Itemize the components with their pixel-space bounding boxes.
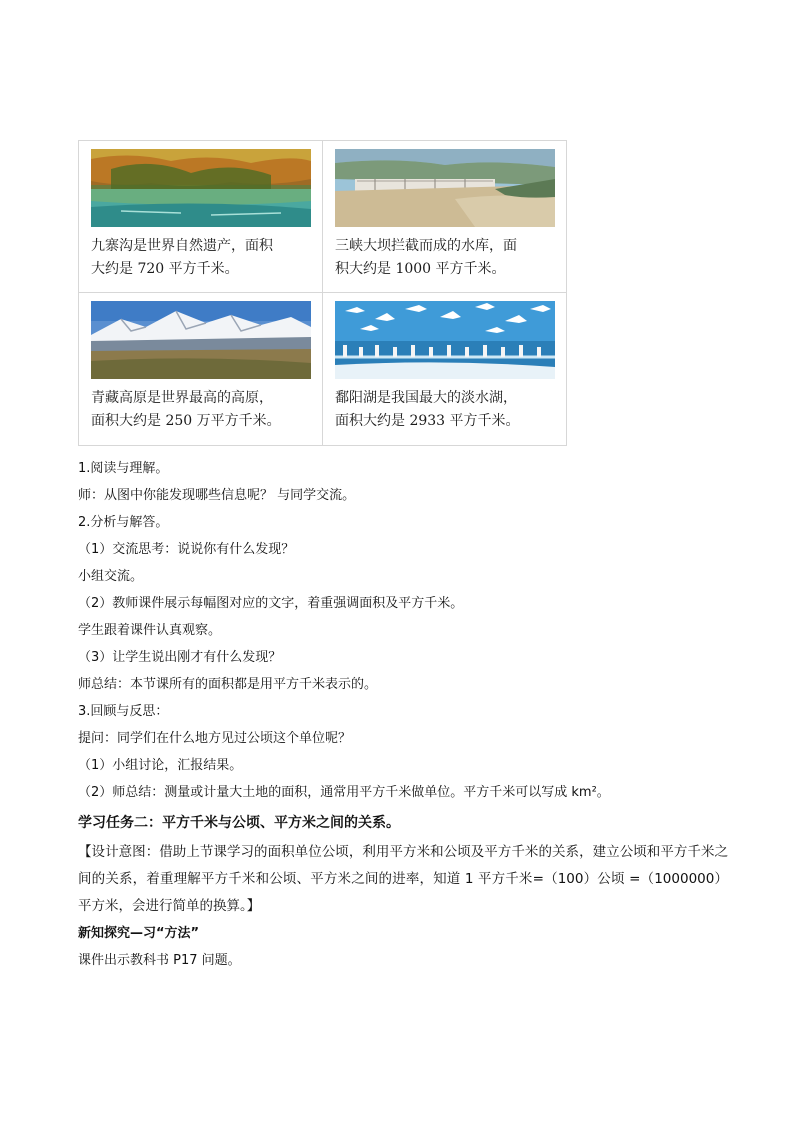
paragraph: 1.阅读与理解。 (78, 461, 169, 476)
paragraph: （3）让学生说出刚才有什么发现？ (78, 650, 282, 665)
lesson-content (78, 455, 728, 974)
paragraph: 2.分析与解答。 (78, 515, 169, 530)
figure-caption: 三峡大坝拦截而成的水库，面 积大约是 1000 平方千米。 (335, 238, 517, 277)
figure-caption: 九寨沟是世界自然遗产，面积 大约是 720 平方千米。 (91, 238, 273, 277)
figure-poyang (323, 293, 567, 445)
three-gorges-dam-photo (335, 149, 555, 227)
figure-three-gorges (323, 141, 567, 293)
jiuzhaigou-lake-photo (91, 149, 311, 227)
paragraph: （1）交流思考：说说你有什么发现？ (78, 542, 295, 557)
paragraph: 3.回顾与反思： (78, 704, 169, 719)
paragraph: （2）师总结：测量或计量大土地的面积，通常用平方千米做单位。平方千米可以写成 km²。 (78, 785, 610, 800)
section-subheading: 新知探究—习“方法” (78, 926, 200, 941)
poyang-lake-cranes-photo (335, 301, 555, 379)
figure-jiuzhaigou (79, 141, 323, 293)
paragraph: 小组交流。 (78, 569, 144, 584)
paragraph: 师：从图中你能发现哪些信息呢？ 与同学交流。 (78, 488, 356, 503)
paragraph: 学生跟着课件认真观察。 (78, 623, 222, 638)
paragraph: （2）教师课件展示每幅图对应的文字，着重强调面积及平方千米。 (78, 596, 464, 611)
paragraph: 提问：同学们在什么地方见过公顷这个单位呢？ (78, 731, 352, 746)
textbook-figure-grid (78, 140, 567, 446)
paragraph: 课件出示教科书 P17 问题。 (78, 953, 241, 968)
figure-qinghai-tibet (79, 293, 323, 445)
design-intent: 【设计意图：借助上节课学习的面积单位公顷，利用平方米和公顷及平方千米的关系，建立公顷和平方千米之间的关系，着重理解平方千米和公顷、平方米之间的进率，知道 1 平方千米=（100）公顷 =（1000000）平方米，会进行简单的换算。】 (78, 844, 728, 914)
figure-caption: 青藏高原是世界最高的高原， 面积大约是 250 万平方千米。 (91, 390, 281, 429)
qinghai-tibet-plateau-photo (91, 301, 311, 379)
task-heading: 学习任务二：平方千米与公顷、平方米之间的关系。 (78, 815, 400, 831)
paragraph: 师总结：本节课所有的面积都是用平方千米表示的。 (78, 677, 378, 692)
paragraph: （1）小组讨论，汇报结果。 (78, 758, 243, 773)
figure-caption: 鄱阳湖是我国最大的淡水湖， 面积大约是 2933 平方千米。 (335, 390, 520, 429)
